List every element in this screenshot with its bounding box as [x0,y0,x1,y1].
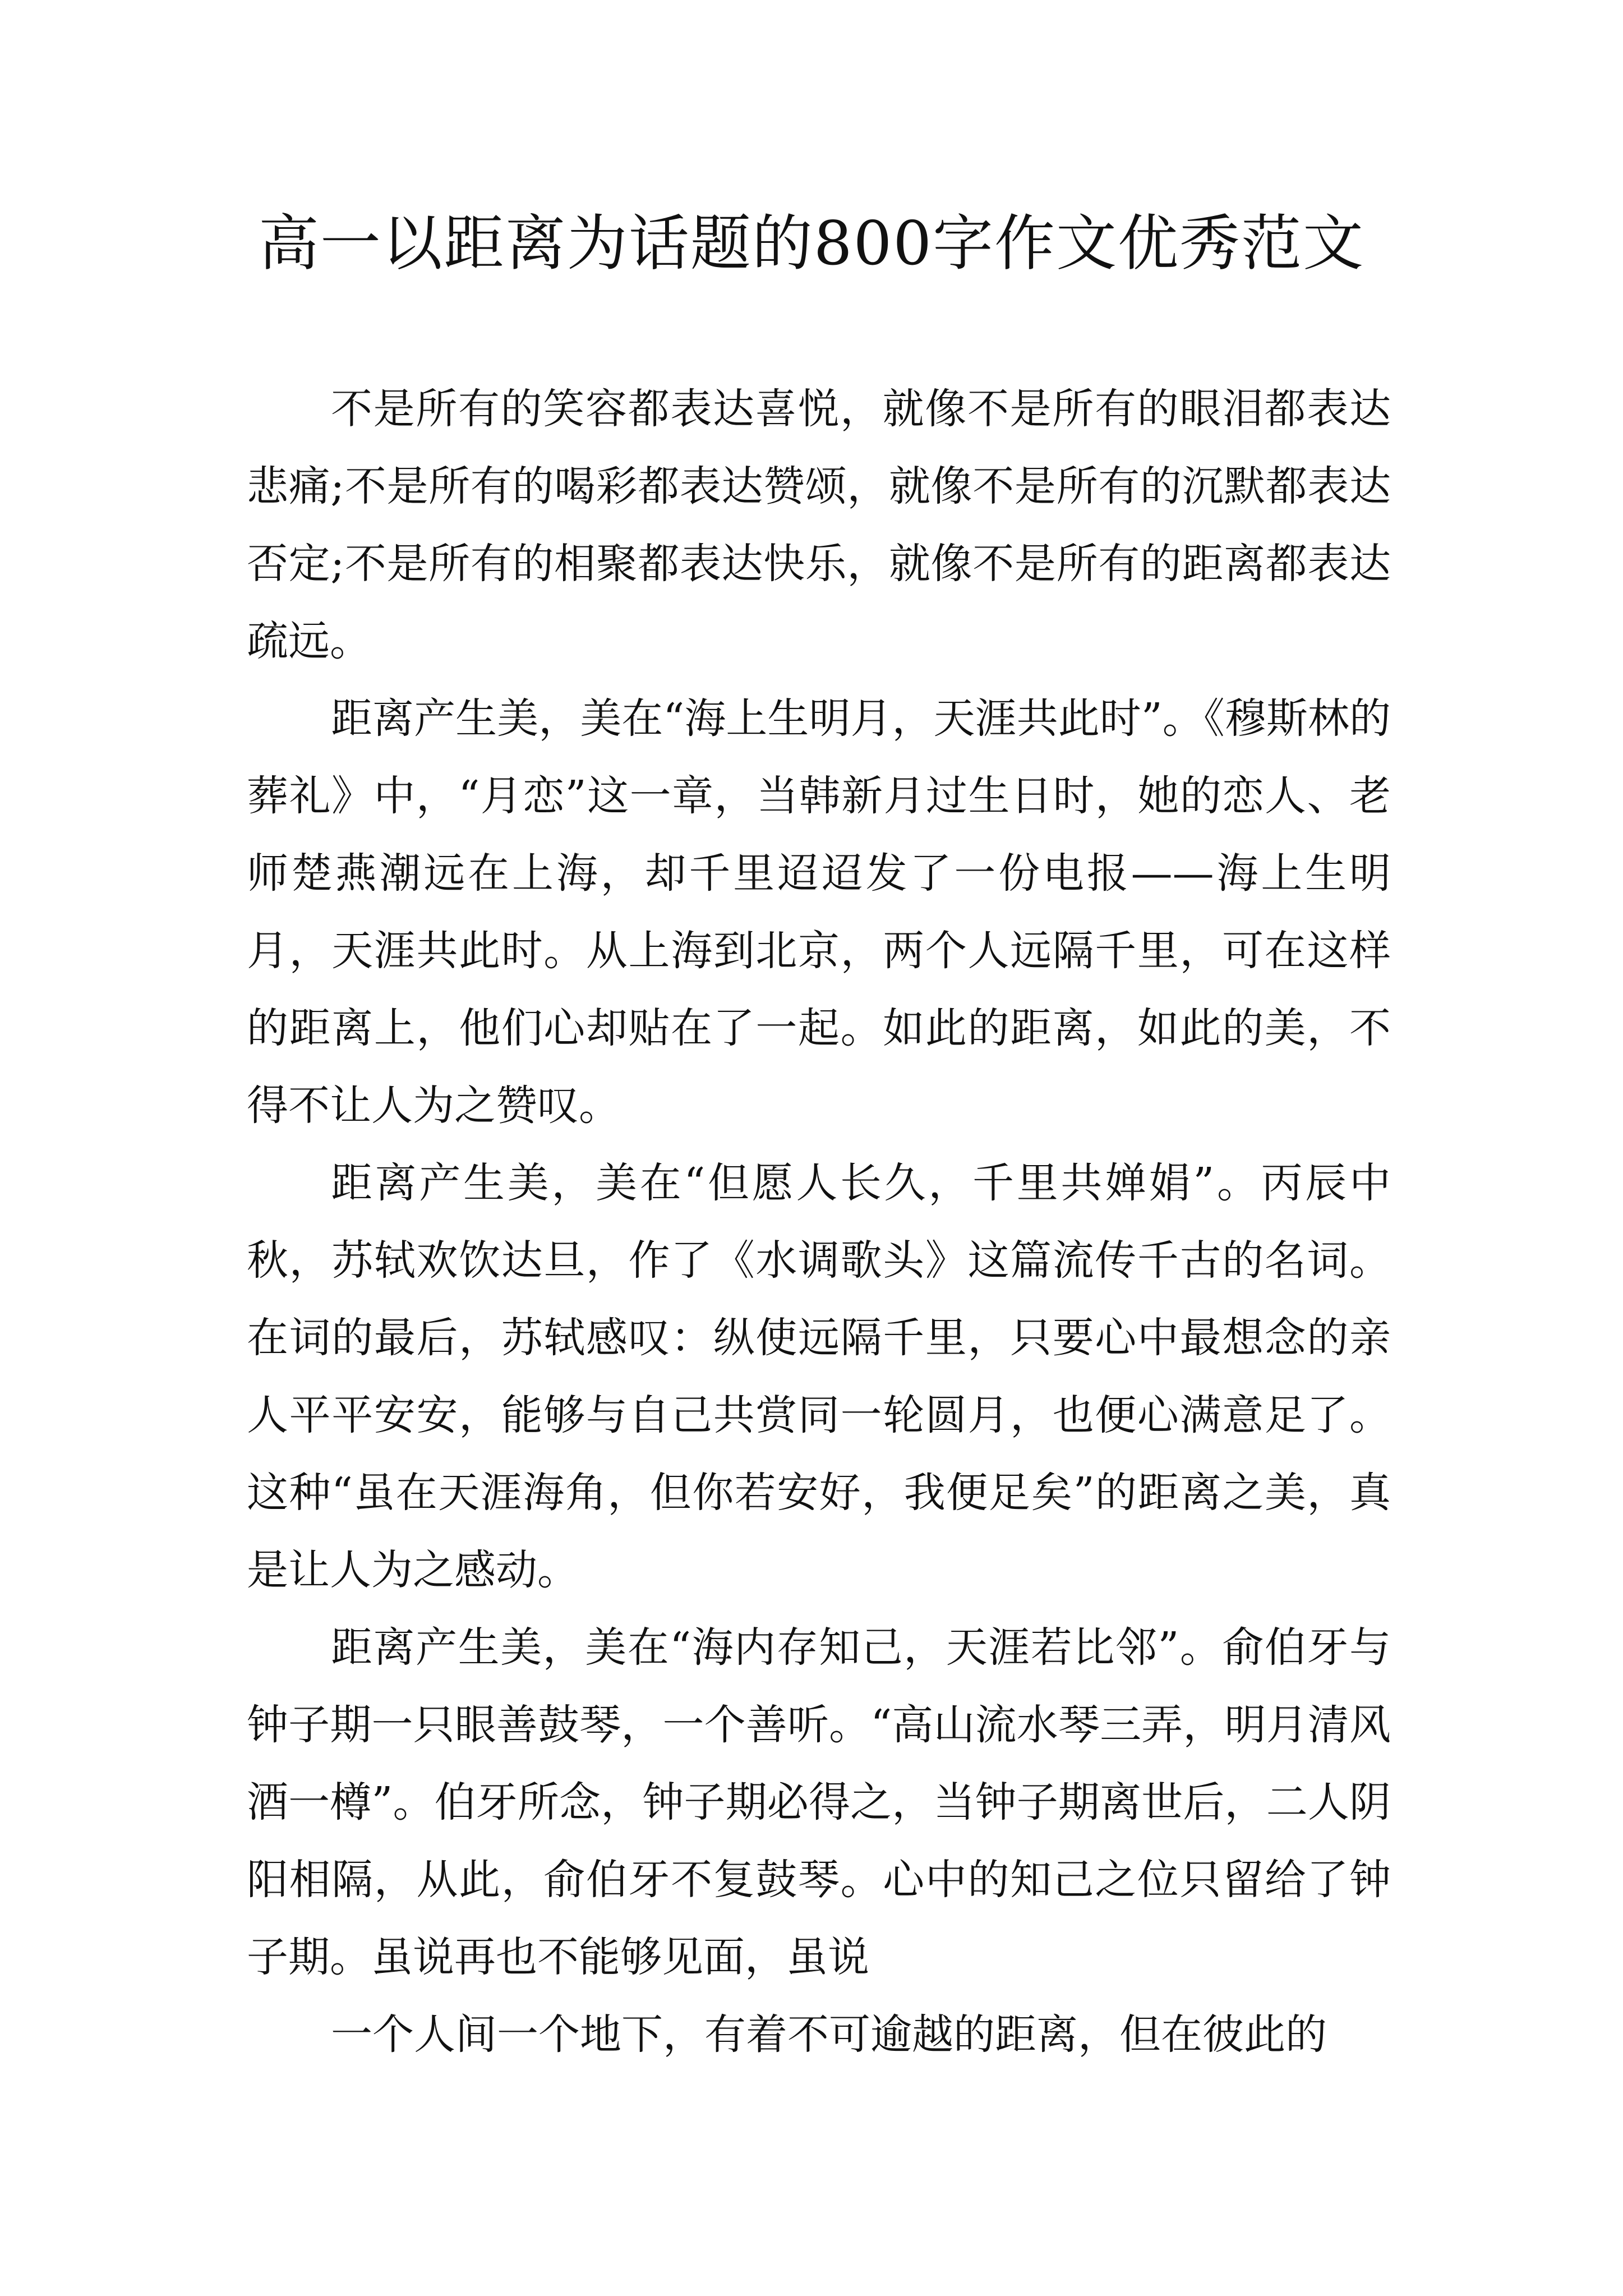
paragraph: 距离产生美，美在“但愿人长久，千里共婵娟”。丙辰中秋，苏轼欢饮达旦，作了《水调歌头》这篇流传千古的名词。在词的最后，苏轼感叹：纵使远隔千里，只要心中最想念的亲人平平安安，能够与自己共赏同一轮圆月，也便心满意足了。这种“虽在天涯海角，但你若安好，我便足矣”的距离之美，真是让人为之感动。 [247,1159,1391,1594]
paragraph: 距离产生美，美在“海上生明月，天涯共此时”。《穆斯林的葬礼》中，“月恋”这一章，当韩新月过生日时，她的恋人、老师楚燕潮远在上海，却千里迢迢发了一份电报——海上生明月，天涯共此时。从上海到北京，两个人远隔千里，可在这样的距离上，他们心却贴在了一起。如此的距离，如此的美，不得不让人为之赞叹。 [247,694,1391,1130]
paragraph: 距离产生美，美在“海内存知己，天涯若比邻”。俞伯牙与钟子期一只眼善鼓琴，一个善听。“高山流水琴三弄，明月清风酒一樽”。伯牙所念，钟子期必得之，当钟子期离世后，二人阴阳相隔，从此，俞伯牙不复鼓琴。心中的知己之位只留给了钟子期。虽说再也不能够见面，虽说 [247,1623,1391,1981]
document-title: 高一以距离为话题的800字作文优秀范文 [258,209,1365,279]
paragraph: 不是所有的笑容都表达喜悦，就像不是所有的眼泪都表达悲痛;不是所有的喝彩都表达赞颂，就像不是所有的沉默都表达否定;不是所有的相聚都表达快乐，就像不是所有的距离都表达疏远。 [247,385,1391,665]
document-body [247,370,1391,2073]
paragraph: 一个人间一个地下，有着不可逾越的距离，但在彼此的 [331,2010,1327,2059]
